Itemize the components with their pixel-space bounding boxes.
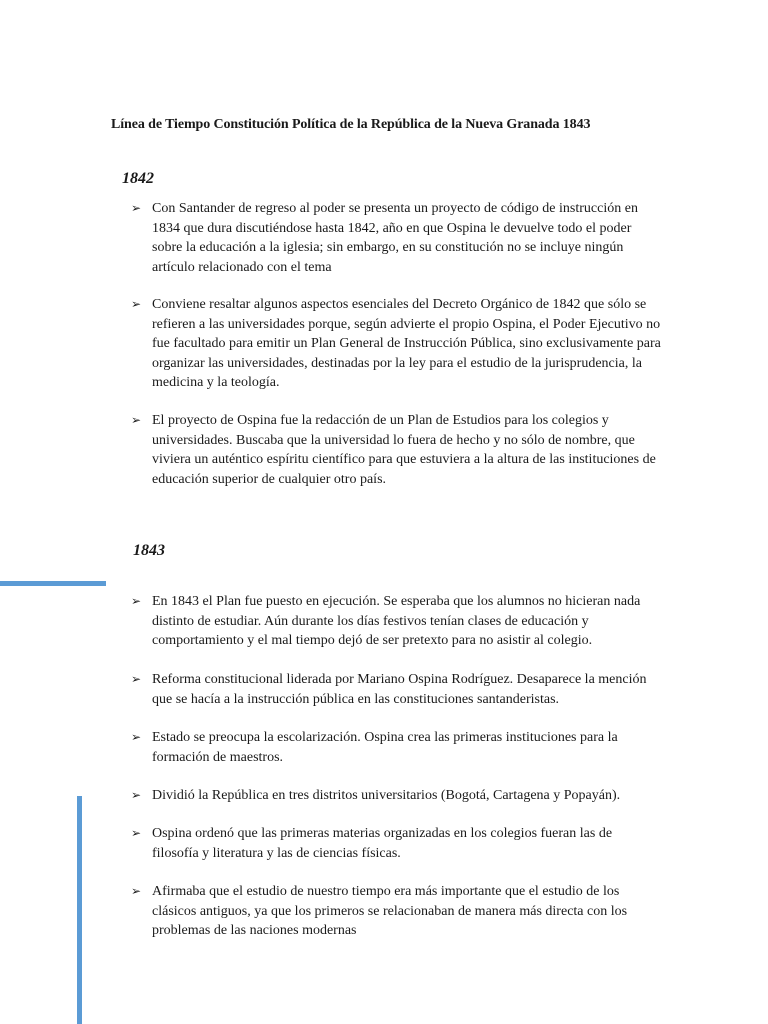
list-item-text: Estado se preocupa la escolarización. Ospina crea las primeras instituciones para la formación de maestros.: [152, 730, 618, 765]
list-item: [131, 295, 661, 393]
list-item: [131, 411, 661, 489]
arrow-bullet-icon: ➢: [131, 884, 142, 898]
arrow-bullet-icon: ➢: [131, 730, 142, 744]
arrow-bullet-icon: ➢: [131, 672, 142, 686]
arrow-bullet-icon: ➢: [131, 201, 142, 215]
list-item-text: Reforma constitucional liderada por Mariano Ospina Rodríguez. Desaparece la mención que se hacía a la instrucción pública en las constituciones santanderistas.: [152, 672, 647, 707]
list-item: [131, 786, 661, 806]
list-item: [131, 592, 661, 651]
arrow-bullet-icon: ➢: [131, 413, 142, 427]
arrow-bullet-icon: ➢: [131, 788, 142, 802]
list-item-text: Ospina ordenó que las primeras materias organizadas en los colegios fueran las de filosofía y literatura y las de ciencias físicas.: [152, 826, 613, 861]
list-item: [131, 728, 661, 767]
list-item: [131, 882, 661, 941]
list-item-text: Con Santander de regreso al poder se presenta un proyecto de código de instrucción en 1834 que dura discutiéndose hasta 1842, año en que Ospina le devuelve todo el poder sobre la educación a la iglesia; sin embargo, en su constitución no se incluye ningún artículo relacionado con el tema: [152, 201, 638, 275]
list-item-text: Conviene resaltar algunos aspectos esenciales del Decreto Orgánico de 1842 que sólo se refieren a las universidades porque, según advierte el propio Ospina, el Poder Ejecutivo no fue facultado para emitir un Plan General de Instrucción Pública, sino exclusivamente para organizar las universidades, destinadas por la ley para el estudio de la jurisprudencia, la medicina y la teología.: [152, 297, 661, 390]
document-title: Línea de Tiempo Constitución Política de la República de la Nueva Granada 1843: [111, 117, 591, 132]
list-item: [131, 199, 661, 277]
arrow-bullet-icon: ➢: [131, 826, 142, 840]
arrow-bullet-icon: ➢: [131, 594, 142, 608]
list-item-text: Afirmaba que el estudio de nuestro tiempo era más importante que el estudio de los clásicos antiguos, ya que los primeros se relacionaban de manera más directa con los problemas de las naciones modernas: [152, 884, 628, 938]
arrow-bullet-icon: ➢: [131, 297, 142, 311]
accent-bar-horizontal: [0, 581, 106, 586]
accent-bar-vertical: [77, 796, 82, 1024]
list-item-text: Dividió la República en tres distritos universitarios (Bogotá, Cartagena y Popayán).: [152, 788, 621, 803]
section-year-1843: 1843: [133, 542, 165, 559]
section-year-1842: 1842: [122, 170, 154, 187]
list-item-text: El proyecto de Ospina fue la redacción de un Plan de Estudios para los colegios y universidades. Buscaba que la universidad lo fuera de hecho y no sólo de nombre, que viviera un auténtico espíritu científico para que estuviera a la altura de las instituciones de educación superior de cualquier otro país.: [152, 413, 656, 487]
list-item-text: En 1843 el Plan fue puesto en ejecución. Se esperaba que los alumnos no hicieran nada distinto de estudiar. Aún durante los días festivos tenían clases de educación y comportamiento y el mal tiempo dejó de ser pretexto para no asistir al colegio.: [152, 594, 641, 648]
list-item: [131, 670, 661, 709]
list-item: [131, 824, 661, 863]
